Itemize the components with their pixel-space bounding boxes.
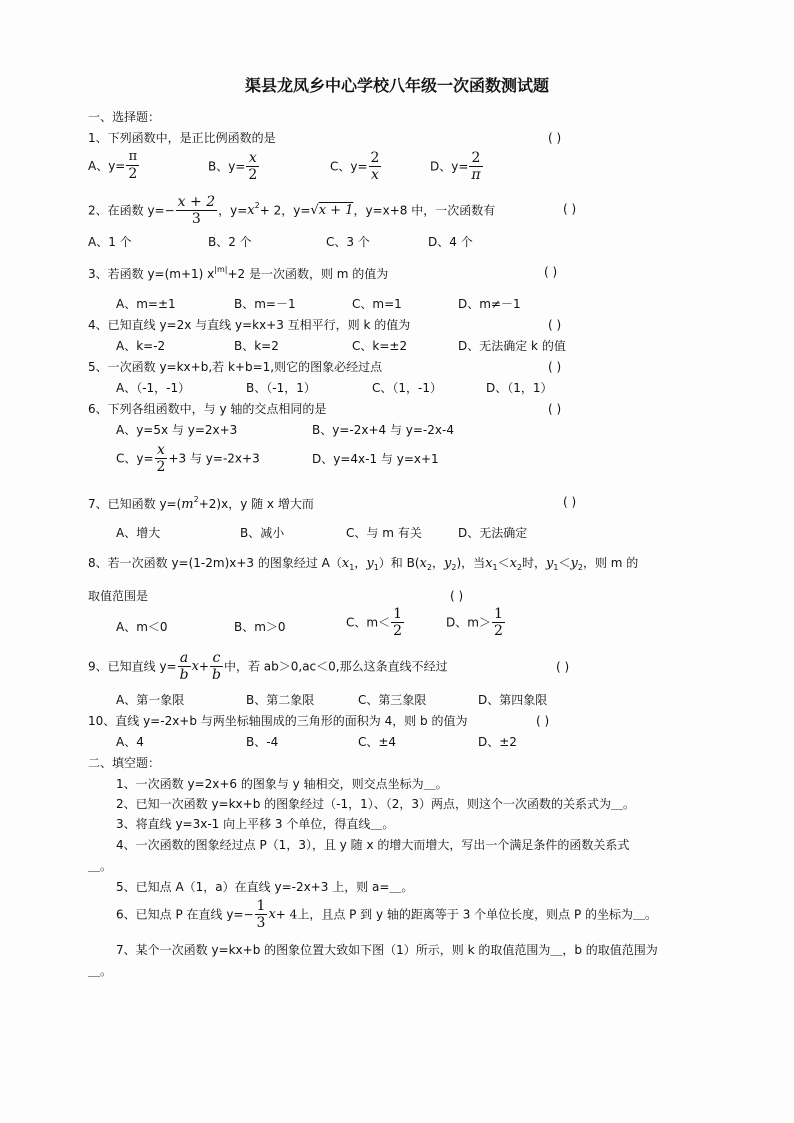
numerator: x + 2 [177,194,216,210]
math-variable: y [546,556,554,571]
math-variable: x [247,203,255,219]
question-3-option-a: A、m=±1 [116,297,176,311]
answer-paren-6: ( ) [548,402,562,416]
math-variable: y [443,556,452,571]
option-label: B、y= [208,159,246,174]
question-7-stem [88,496,314,511]
stem-text: ，y= [218,203,248,218]
question-10-option-d: D、±2 [478,735,517,749]
math-variable: m [181,497,194,512]
exponent: |m| [214,265,228,274]
option-text: +3 与 y=-2x+3 [168,451,260,466]
numerator: x [248,150,257,166]
question-2-option-b: B、2 个 [208,235,252,249]
stem-text: )，当 [456,556,486,570]
question-3-stem [88,266,388,280]
question-2-option-a: A、1 个 [88,235,132,249]
plus-sign: + [198,659,209,674]
denominator: 2 [156,459,166,476]
math-variable: x [341,556,350,571]
fill-question-1: 1、一次函数 y=2x+6 的图象与 y 轴相交，则交点坐标为＿。 [116,777,448,791]
question-7-option-b: B、减小 [240,526,285,540]
question-8-option-a: A、m＜0 [116,620,168,634]
stem-text: 时， [522,556,547,570]
question-1-option-c [330,150,382,183]
page-title: 渠县龙凤乡中心学校八年级一次函数测试题 [244,76,549,95]
subscript: 2 [577,563,583,572]
fill-question-5: 5、已知点 A（1，a）在直线 y=-2x+3 上，则 a=＿。 [116,880,414,894]
answer-paren-3: ( ) [544,265,558,279]
stem-text: 3、若函数 y=(m+1) x [88,267,215,281]
section-heading-choice: 一、选择题： [88,110,161,124]
denominator: 2 [493,623,503,640]
subscript: 2 [426,563,432,572]
question-3-option-b: B、m=－1 [234,297,296,311]
stem-text: ，则 m 的 [582,556,639,570]
question-4-option-a: A、k=-2 [116,339,166,353]
question-9-option-b: B、第二象限 [246,693,315,707]
question-1-stem: 1、下列函数中，是正比例函数的是 [88,131,276,145]
math-variable: x [191,659,199,675]
stem-text: 6、已知点 P 在直线 y=− [116,907,254,922]
denominator: x [369,166,382,183]
question-4-option-d: D、无法确定 k 的值 [458,339,566,353]
denominator: b [179,667,189,684]
fraction [126,150,139,182]
fraction [469,150,482,183]
question-9-option-a: A、第一象限 [116,693,185,707]
exponent: 2 [193,495,199,504]
stem-text: 9、已知直线 y= [88,659,177,674]
answer-paren-10: ( ) [536,714,550,728]
sqrt-sign: √ [310,203,319,219]
question-4-option-b: B、k=2 [234,339,279,353]
exponent: 2 [254,201,260,211]
answer-paren-7: ( ) [563,495,577,509]
answer-paren-9: ( ) [556,660,570,674]
subscript: 1 [373,563,379,572]
question-6-option-d: D、y=4x-1 与 y=x+1 [312,452,439,466]
question-8-stem-line2: 取值范围是 [88,589,149,603]
stem-text: 8、若一次函数 y=(1-2m)x+3 的图象经过 A（ [88,556,342,570]
question-7-option-a: A、增大 [116,526,161,540]
subscript: 1 [349,563,355,572]
fill-question-4: 4、一次函数的图象经过点 P（1，3），且 y 随 x 的增大而增大，写出一个满足条件的函数关系式 [116,838,630,852]
denominator: 3 [256,915,266,932]
question-3-option-d: D、m≠－1 [458,297,521,311]
math-term: + 4 [275,907,298,922]
question-9-stem [88,650,448,683]
subscript: 2 [516,563,523,572]
option-label: D、m＞ [446,615,491,630]
question-10-stem: 10、直线 y=-2x+b 与两坐标轴围成的三角形的面积为 4，则 b 的值为 [88,714,468,728]
fraction [492,606,505,639]
answer-paren-5: ( ) [548,360,562,374]
option-label: A、y= [88,159,126,174]
numerator: 1 [393,606,402,622]
stem-text: ，y=x+8 中，一次函数有 [353,203,496,218]
fraction [155,442,168,475]
fill-question-6 [116,898,657,931]
denominator: 2 [393,623,402,640]
question-5-option-b: B、（-1，1） [246,381,316,395]
question-4-option-c: C、k=±2 [352,339,408,353]
denominator: 2 [248,167,258,184]
numerator: a [179,650,189,666]
question-6-stem: 6、下列各组函数中，与 y 轴的交点相同的是 [88,402,327,416]
stem-text: +2)x，y 随 x 增大而 [198,497,314,511]
fill-question-2: 2、已知一次函数 y=kx+b 的图象经过（-1，1）、（2，3）两点，则这个一次函数的关系式为＿。 [116,797,636,811]
question-9-option-c: C、第三象限 [358,693,427,707]
sqrt-expression [310,203,353,218]
stem-text: 7、已知函数 y=( [88,497,182,511]
math-variable: x [419,556,427,571]
question-2-option-d: D、4 个 [428,235,473,249]
question-10-option-b: B、-4 [246,735,279,749]
question-5-stem: 5、一次函数 y=kx+b,若 k+b=1,则它的图象必经过点 [88,360,383,374]
question-2-option-c: C、3 个 [326,235,370,249]
numerator: 2 [471,150,481,166]
stem-text: 中，若 ab＞0,ac＜0,那么这条直线不经过 [223,659,448,674]
section-heading-fill: 二、填空题： [88,756,161,770]
question-8-option-d [446,606,506,639]
numerator: 1 [493,606,503,622]
question-7-option-d: D、无法确定 [458,526,528,540]
numerator: 1 [256,898,266,914]
question-9-option-d: D、第四象限 [478,693,548,707]
fill-question-3: 3、将直线 y=3x-1 向上平移 3 个单位，得直线＿。 [116,817,395,831]
stem-text: 上，且点 P 到 y 轴的距离等于 3 个单位长度，则点 P 的坐标为＿。 [297,907,658,922]
stem-text: + 2，y= [259,203,311,218]
question-2-stem [88,194,495,227]
denominator: 3 [176,210,217,227]
question-5-option-c: C、（1，-1） [372,381,442,395]
stem-text: ， [431,556,444,570]
question-8-option-c [346,606,405,639]
less-than-sign: ＜ [558,556,571,570]
stem-text: ）和 B( [378,556,420,570]
question-7-option-c: C、与 m 有关 [346,526,422,540]
math-variable: y [366,556,374,571]
fraction [210,650,223,683]
denominator: 2 [128,165,138,182]
question-3-option-c: C、m=1 [352,297,402,311]
answer-paren-2: ( ) [563,202,577,216]
option-label: D、y= [430,159,469,174]
question-1-option-b [208,150,260,183]
subscript: 1 [553,563,559,572]
question-10-option-c: C、±4 [358,735,397,749]
stem-text: 2、在函数 y=− [88,203,175,218]
numerator: 2 [370,150,380,166]
fraction [369,150,382,183]
stem-text: ， [354,556,367,570]
question-1-option-a [88,150,140,182]
question-5-option-d: D、（1，1） [486,381,553,395]
numerator: π [128,149,138,164]
question-8-option-b: B、m＞0 [234,620,286,634]
question-8-stem [88,557,638,572]
fill-question-7: 7、某个一次函数 y=kx+b 的图象位置大致如下图（1）所示，则 k 的取值范围为＿，b 的取值范围为 [116,943,658,957]
numerator: c [212,650,221,666]
less-than-sign: ＜ [497,556,510,570]
denominator: π [471,167,481,184]
option-label: C、m＜ [346,615,391,630]
subscript: 2 [451,563,457,572]
fraction [176,194,217,227]
fraction [178,650,191,683]
question-4-stem: 4、已知直线 y=2x 与直线 y=kx+3 互相平行，则 k 的值为 [88,318,411,332]
answer-paren-1: ( ) [548,131,562,145]
question-10-option-a: A、4 [116,735,144,749]
math-variable: x [268,907,276,923]
question-1-option-d [430,150,484,183]
subscript: 1 [492,563,498,572]
math-variable: x [509,556,517,571]
numerator: x [157,442,165,458]
question-6-option-c [116,442,260,475]
fraction [391,606,404,639]
fraction [246,150,259,183]
fill-question-7-cont: ＿。 [88,964,113,978]
denominator: b [211,667,221,684]
radicand: x + 1 [318,203,354,219]
answer-paren-8: ( ) [450,589,464,603]
option-label: C、y= [116,451,154,466]
fill-question-4-cont: ＿。 [88,859,113,873]
question-6-option-b: B、y=-2x+4 与 y=-2x-4 [312,423,454,437]
math-variable: y [570,556,578,571]
math-variable: x [485,556,493,571]
fraction [255,898,268,931]
question-5-option-a: A、（-1，-1） [116,381,191,395]
answer-paren-4: ( ) [548,318,562,332]
question-6-option-a: A、y=5x 与 y=2x+3 [116,423,238,437]
option-label: C、y= [330,159,368,174]
stem-text: +2 是一次函数，则 m 的值为 [227,267,389,281]
